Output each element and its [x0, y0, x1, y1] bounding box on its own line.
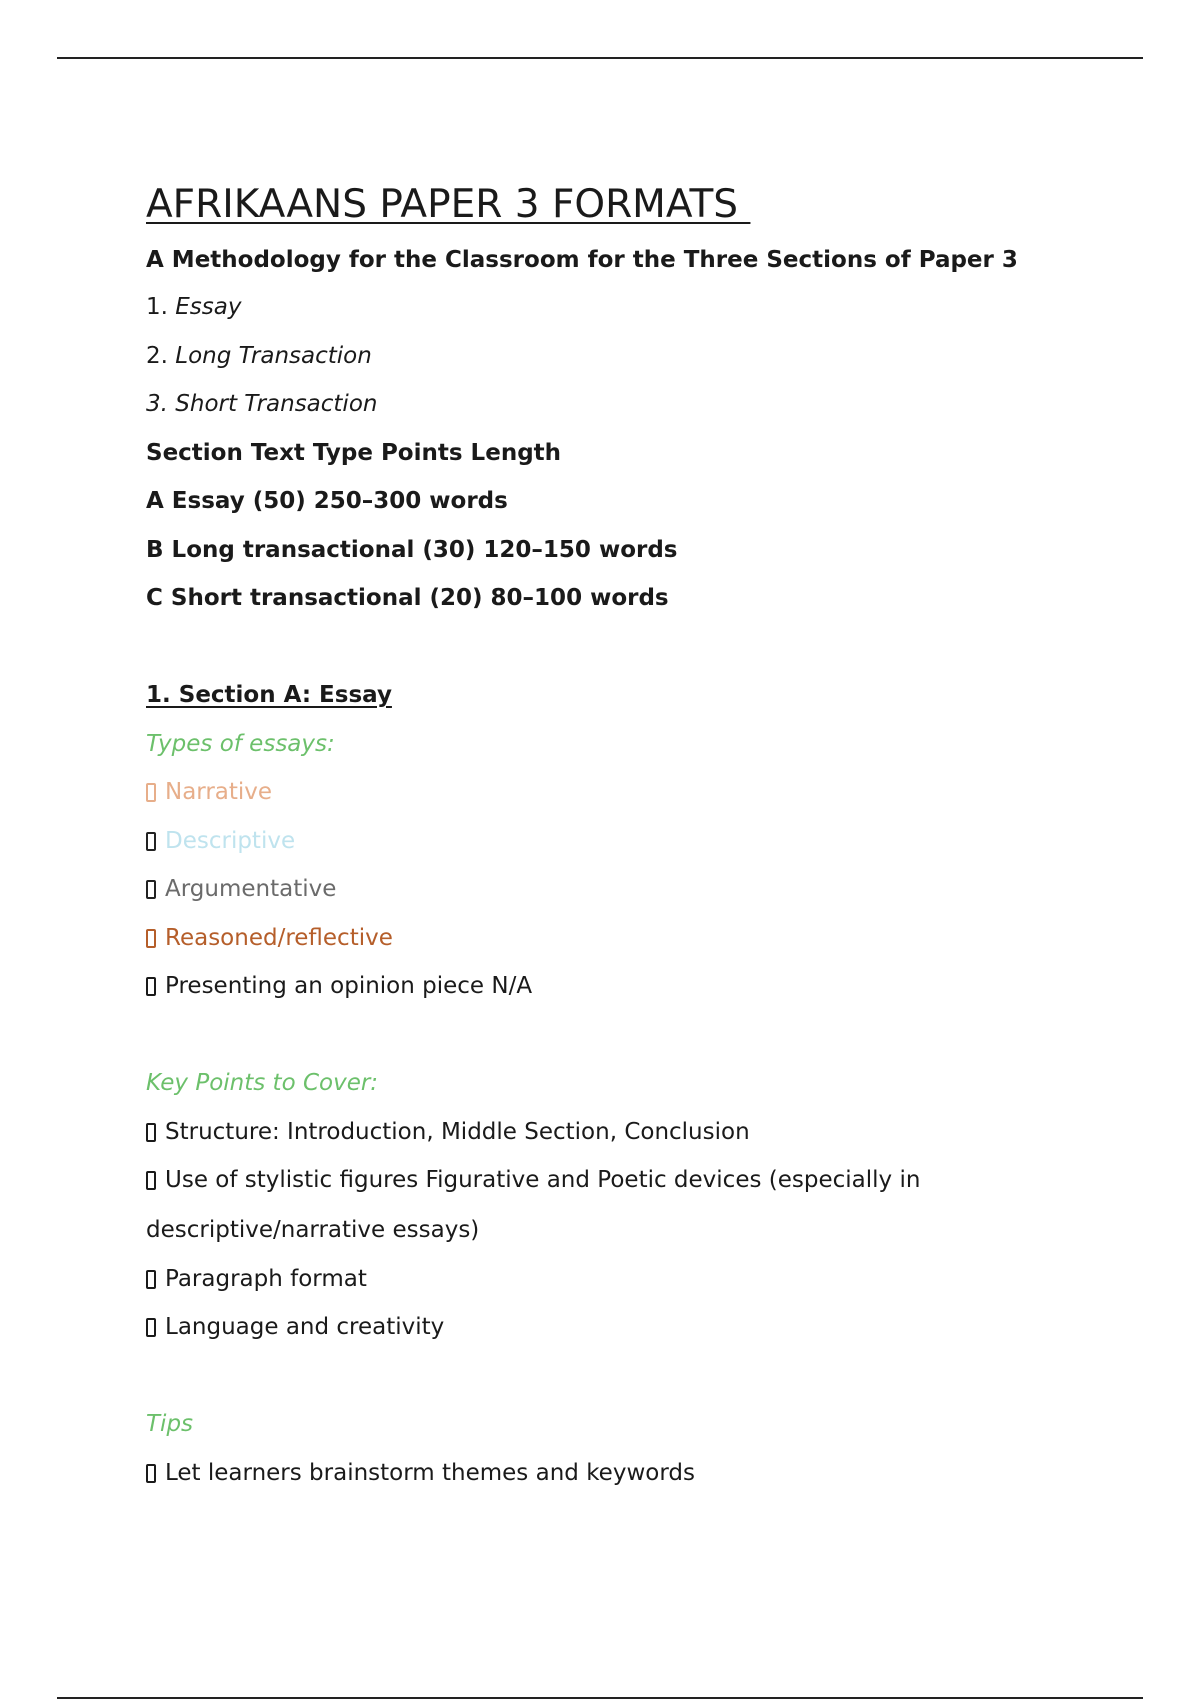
- bullet-icon: [146, 832, 156, 851]
- key-point-label: Structure: Introduction, Middle Section, Conclusion: [165, 1118, 750, 1145]
- essay-type-label: Argumentative: [165, 876, 337, 902]
- table-header: Section Text Type Points Length: [146, 439, 562, 466]
- key-points-heading: Key Points to Cover:: [146, 1070, 379, 1096]
- footer-rule: [57, 1697, 1143, 1699]
- types-heading: Types of essays:: [146, 730, 335, 757]
- essay-type-label: Narrative: [165, 779, 273, 805]
- list-item: [146, 1456, 1046, 1490]
- list-item: [146, 872, 1046, 906]
- table-row: B Long transactional (30) 120–150 words: [146, 536, 678, 563]
- list-item: [146, 921, 1046, 955]
- key-point-continuation: descriptive/narrative essays): [146, 1217, 480, 1243]
- list-number: 2.: [146, 342, 176, 369]
- section-heading: 1. Section A: Essay: [146, 682, 392, 708]
- list-label: Long Transaction: [175, 342, 372, 369]
- list-item: [146, 290, 1046, 324]
- list-item: [146, 1115, 1046, 1149]
- key-point-label: Paragraph format: [165, 1265, 367, 1292]
- tip-label: Let learners brainstorm themes and keywords: [165, 1459, 695, 1486]
- document-subtitle: A Methodology for the Classroom for the Three Sections of Paper 3: [146, 247, 1018, 273]
- list-item: [146, 1310, 1046, 1344]
- table-row: A Essay (50) 250–300 words: [146, 488, 508, 514]
- list-item: [146, 824, 1046, 858]
- bullet-icon: [146, 1123, 156, 1142]
- list-number: 3.: [146, 391, 176, 417]
- essay-type-label: Reasoned/reflective: [165, 924, 393, 951]
- list-item: [146, 339, 1046, 373]
- table-row: C Short transactional (20) 80–100 words: [146, 585, 669, 611]
- essay-type-label: Descriptive: [165, 827, 296, 854]
- list-item: [146, 1262, 1046, 1296]
- bullet-icon: [146, 1318, 156, 1337]
- key-point-label: Language and creativity: [165, 1314, 445, 1340]
- bullet-icon: [146, 1270, 156, 1289]
- key-point-label: Use of stylistic figures Figurative and Poetic devices (especially in: [165, 1167, 921, 1193]
- document-title: AFRIKAANS PAPER 3 FORMATS: [146, 182, 751, 227]
- bullet-icon: [146, 929, 156, 948]
- document-body: [146, 178, 1046, 1490]
- list-number: 1.: [146, 294, 176, 320]
- bullet-icon: [146, 977, 156, 996]
- bullet-icon: [146, 880, 156, 899]
- list-item: [146, 387, 1046, 421]
- bullet-icon: [146, 783, 156, 802]
- header-rule: [57, 57, 1143, 59]
- bullet-icon: [146, 1464, 156, 1483]
- list-item: [146, 1163, 1046, 1247]
- list-label: Short Transaction: [175, 391, 378, 417]
- bullet-icon: [146, 1171, 156, 1190]
- tips-heading: Tips: [146, 1411, 194, 1437]
- list-item: [146, 969, 1046, 1003]
- list-item: [146, 775, 1046, 809]
- list-label: Essay: [175, 294, 242, 320]
- essay-type-label: Presenting an opinion piece N/A: [165, 973, 533, 999]
